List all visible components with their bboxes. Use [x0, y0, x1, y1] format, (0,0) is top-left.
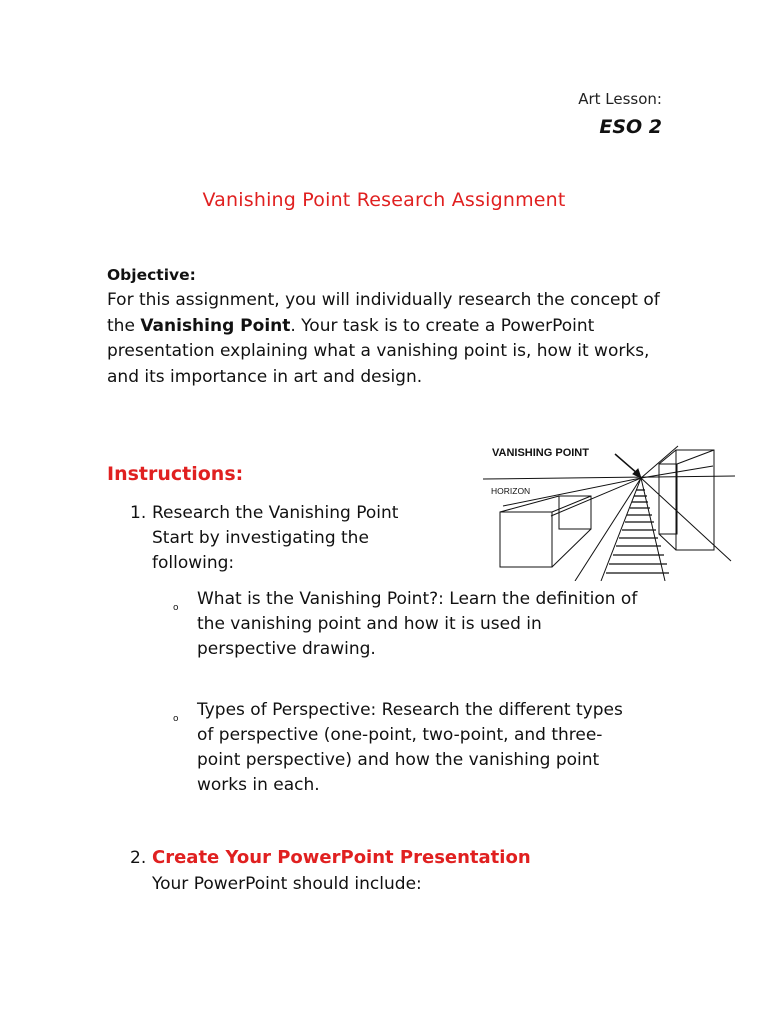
horizon-label: HORIZON	[491, 486, 531, 496]
bullet-text: Types of Perspective: Research the different types of perspective (one-point, two-point, and three-point perspective) and how the vanishing point works in each.	[197, 700, 623, 795]
step-1-number: 1.	[130, 503, 147, 523]
objective-text-end: . Your task is to create a PowerPoint presentation explaining what a vanishing point is, how it works, and its importance in art and design.	[107, 315, 650, 387]
step-2-number: 2.	[130, 848, 147, 868]
step-2	[130, 845, 610, 897]
objective-heading: Objective:	[107, 266, 196, 284]
bullet-text: What is the Vanishing Point?: Learn the definition of the vanishing point and how it is used in perspective drawing.	[197, 589, 638, 659]
step-1-text: Research the Vanishing Point Start by investigating the following:	[152, 503, 399, 573]
page-title: Vanishing Point Research Assignment	[202, 189, 566, 211]
instructions-heading: Instructions:	[107, 463, 244, 485]
step-2-text: Your PowerPoint should include:	[152, 874, 422, 894]
objective-text-start: For this assignment, you will individually research the concept of the	[107, 290, 660, 336]
course-label: ESO 2	[599, 116, 662, 138]
bullet-item	[173, 698, 643, 798]
vanishing-point-illustration	[483, 436, 735, 581]
objective-paragraph	[107, 288, 667, 390]
bullet-marker: o	[173, 714, 179, 724]
objective-bold-term: Vanishing Point	[140, 315, 291, 336]
bullet-item	[173, 587, 643, 662]
lesson-label: Art Lesson:	[578, 90, 662, 108]
vanishing-point-label: VANISHING POINT	[492, 447, 589, 459]
bullet-marker: o	[173, 603, 179, 613]
step-1	[130, 501, 440, 576]
step-2-heading: Create Your PowerPoint Presentation	[152, 847, 531, 868]
